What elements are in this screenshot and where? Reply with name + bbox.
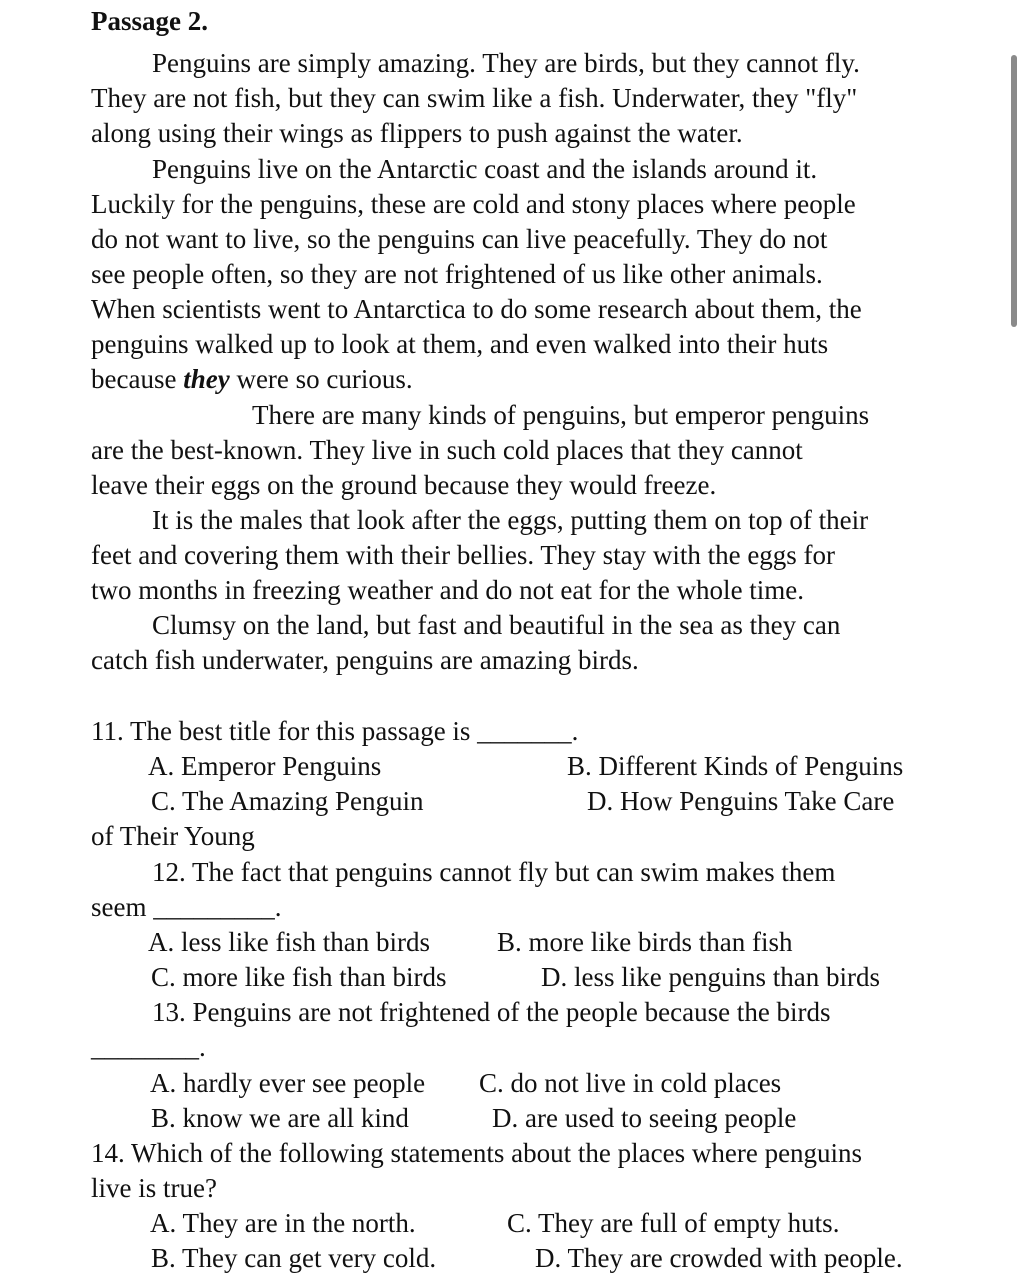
passage-line: penguins walked up to look at them, and even walked into their huts bbox=[91, 329, 829, 359]
answer-option: B. know we are all kind bbox=[151, 1103, 409, 1133]
passage-line: do not want to live, so the penguins can live peacefully. They do not bbox=[91, 224, 828, 254]
answer-option: C. more like fish than birds bbox=[151, 962, 447, 992]
answer-option: A. hardly ever see people bbox=[150, 1068, 426, 1098]
passage-title: Passage 2. bbox=[91, 6, 208, 36]
passage-line: leave their eggs on the ground because they would freeze. bbox=[91, 470, 717, 500]
passage-line-emphasis bbox=[91, 362, 413, 397]
passage-line: feet and covering them with their bellies. They stay with the eggs for bbox=[91, 540, 836, 570]
answer-option: C. do not live in cold places bbox=[479, 1068, 782, 1098]
question-stem-continuation: ________. bbox=[91, 1032, 206, 1062]
answer-option: A. less like fish than birds bbox=[148, 927, 430, 957]
passage-line: When scientists went to Antarctica to do some research about them, the bbox=[91, 294, 862, 324]
answer-option: D. They are crowded with people. bbox=[535, 1243, 903, 1273]
answer-option: B. They can get very cold. bbox=[151, 1243, 437, 1273]
passage-line: along using their wings as flippers to push against the water. bbox=[91, 118, 743, 148]
answer-option: C. They are full of empty huts. bbox=[507, 1208, 840, 1238]
answer-option: D. less like penguins than birds bbox=[541, 962, 880, 992]
question-stem-continuation: seem _________. bbox=[91, 892, 282, 922]
text-run: because bbox=[91, 364, 184, 394]
passage-line: Penguins are simply amazing. They are birds, but they cannot fly. bbox=[152, 48, 860, 78]
answer-option: B. Different Kinds of Penguins bbox=[567, 751, 904, 781]
passage-line: Clumsy on the land, but fast and beautiful in the sea as they can bbox=[152, 610, 841, 640]
scrollbar-thumb[interactable] bbox=[1011, 55, 1017, 327]
passage-line: They are not fish, but they can swim like a fish. Underwater, they "fly" bbox=[91, 83, 858, 113]
passage-line: There are many kinds of penguins, but emperor penguins bbox=[252, 400, 870, 430]
answer-option: D. are used to seeing people bbox=[492, 1103, 797, 1133]
passage-line: Luckily for the penguins, these are cold and stony places where people bbox=[91, 189, 856, 219]
passage-line: see people often, so they are not frightened of us like other animals. bbox=[91, 259, 823, 289]
answer-option-continuation: of Their Young bbox=[91, 821, 255, 851]
answer-option: D. How Penguins Take Care bbox=[587, 786, 895, 816]
question-stem: 14. Which of the following statements about the places where penguins bbox=[91, 1138, 863, 1168]
emphasized-word: they bbox=[183, 364, 230, 394]
passage-line: It is the males that look after the eggs, putting them on top of their bbox=[152, 505, 869, 535]
question-stem-continuation: live is true? bbox=[91, 1173, 217, 1203]
passage-line: Penguins live on the Antarctic coast and the islands around it. bbox=[152, 154, 818, 184]
answer-option: A. Emperor Penguins bbox=[148, 751, 382, 781]
question-stem: 12. The fact that penguins cannot fly but can swim makes them bbox=[152, 857, 836, 887]
passage-line: catch fish underwater, penguins are amazing birds. bbox=[91, 645, 639, 675]
question-stem: 13. Penguins are not frightened of the people because the birds bbox=[152, 997, 831, 1027]
answer-option: C. The Amazing Penguin bbox=[151, 786, 424, 816]
question-stem: 11. The best title for this passage is _______. bbox=[91, 716, 579, 746]
answer-option: B. more like birds than fish bbox=[497, 927, 793, 957]
text-run: were so curious. bbox=[229, 364, 413, 394]
passage-line: are the best-known. They live in such cold places that they cannot bbox=[91, 435, 803, 465]
answer-option: A. They are in the north. bbox=[150, 1208, 416, 1238]
passage-line: two months in freezing weather and do not eat for the whole time. bbox=[91, 575, 805, 605]
